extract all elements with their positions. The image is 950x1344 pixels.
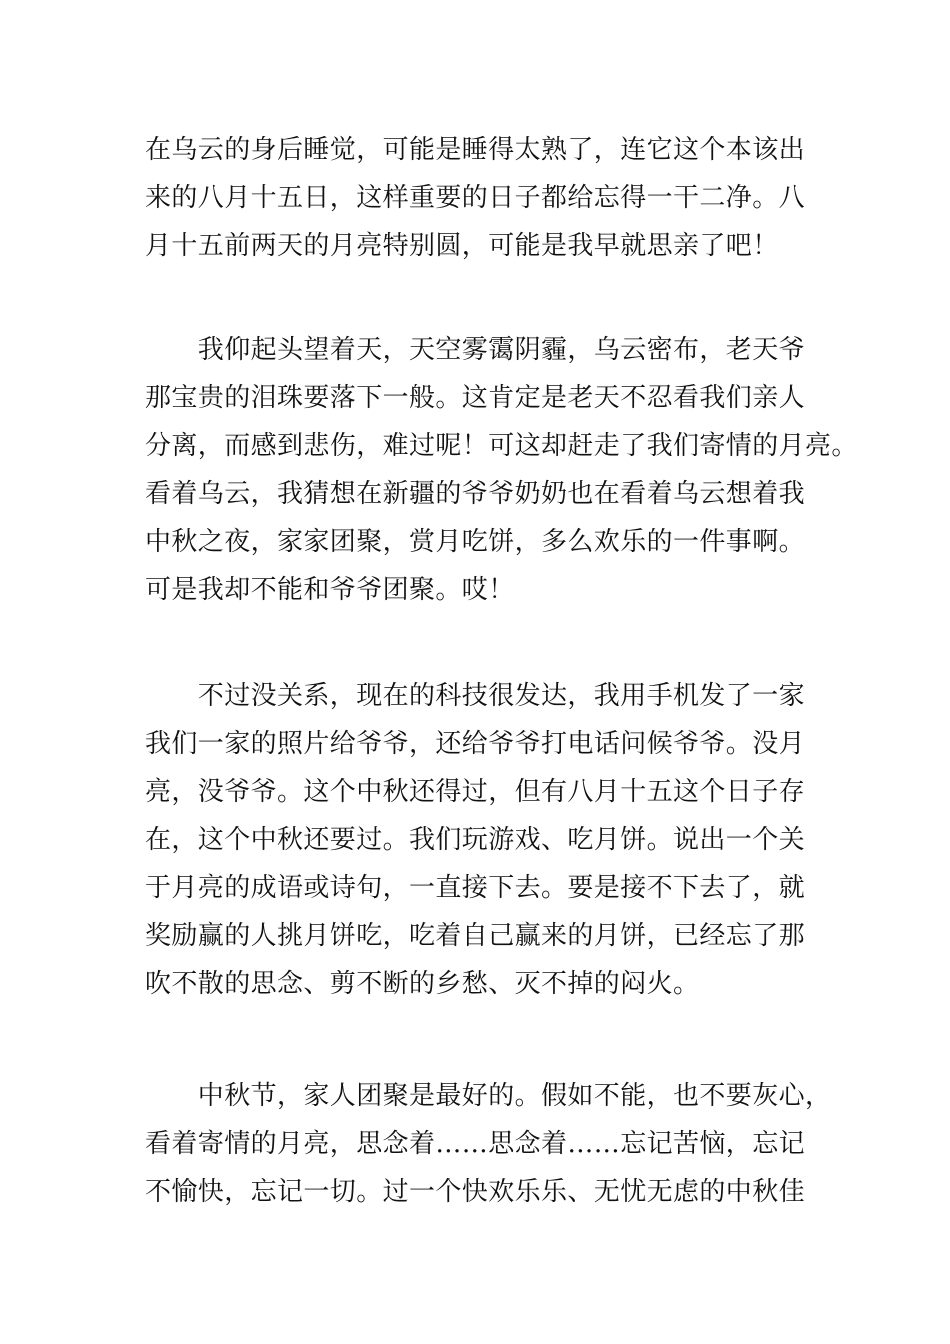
paragraph-4 xyxy=(145,1072,845,1216)
text-line: 中秋之夜，家家团聚，赏月吃饼，多么欢乐的一件事啊。 xyxy=(145,527,806,557)
text-line: 不愉快，忘记一切。过一个快欢乐乐、无忧无虑的中秋佳 xyxy=(145,1177,806,1207)
text-line: 于月亮的成语或诗句，一直接下去。要是接不下去了，就 xyxy=(145,873,806,903)
text-line: 亮，没爷爷。这个中秋还得过，但有八月十五这个日子存 xyxy=(145,777,806,807)
paragraph-3 xyxy=(145,672,845,1008)
text-line: 分离，而感到悲伤，难过呢！可这却赶走了我们寄情的月亮。 xyxy=(145,431,858,461)
text-line: 在乌云的身后睡觉，可能是睡得太熟了，连它这个本该出 xyxy=(145,135,806,165)
text-line: 在，这个中秋还要过。我们玩游戏、吃月饼。说出一个关 xyxy=(145,825,806,855)
text-line: 看着乌云，我猜想在新疆的爷爷奶奶也在看着乌云想着我 xyxy=(145,479,806,509)
text-line: 中秋节，家人团聚是最好的。假如不能，也不要灰心， xyxy=(145,1081,832,1111)
text-line: 月十五前两天的月亮特别圆，可能是我早就思亲了吧！ xyxy=(145,231,779,261)
text-line: 看着寄情的月亮，思念着……思念着……忘记苦恼，忘记 xyxy=(145,1129,806,1159)
text-line: 不过没关系，现在的科技很发达，我用手机发了一家 xyxy=(145,681,806,711)
text-line: 我仰起头望着天，天空雾霭阴霾，乌云密布，老天爷 xyxy=(145,335,806,365)
text-line: 奖励赢的人挑月饼吃，吃着自己赢来的月饼，已经忘了那 xyxy=(145,921,806,951)
text-line: 那宝贵的泪珠要落下一般。这肯定是老天不忍看我们亲人 xyxy=(145,383,806,413)
paragraph-1 xyxy=(145,126,845,270)
text-line: 可是我却不能和爷爷团聚。哎！ xyxy=(145,575,515,605)
text-line: 我们一家的照片给爷爷，还给爷爷打电话问候爷爷。没月 xyxy=(145,729,806,759)
paragraph-2 xyxy=(145,326,858,614)
text-line: 来的八月十五日，这样重要的日子都给忘得一干二净。八 xyxy=(145,183,806,213)
text-line: 吹不散的思念、剪不断的乡愁、灭不掉的闷火。 xyxy=(145,969,700,999)
